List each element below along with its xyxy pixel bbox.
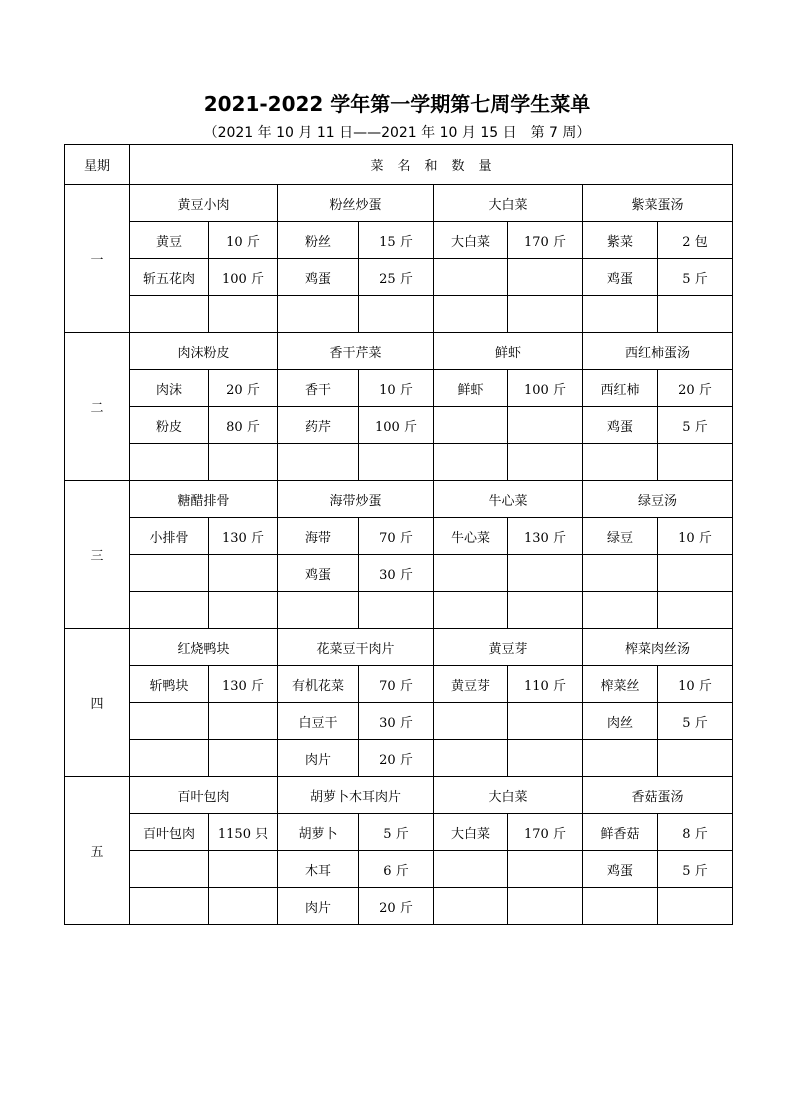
ingredient-quantity-cell xyxy=(359,592,434,629)
ingredient-quantity-cell: 5 斤 xyxy=(658,407,733,444)
ingredient-name-cell: 肉丝 xyxy=(583,703,658,740)
ingredient-quantity-cell: 10 斤 xyxy=(658,518,733,555)
weekday-cell: 四 xyxy=(65,629,130,777)
weekday-cell: 三 xyxy=(65,481,130,629)
ingredient-name-cell xyxy=(130,592,209,629)
dish-name-row xyxy=(65,629,733,666)
ingredient-quantity-cell xyxy=(658,555,733,592)
ingredient-quantity-cell: 15 斤 xyxy=(359,222,434,259)
ingredient-quantity-cell: 70 斤 xyxy=(359,518,434,555)
dish-name-cell: 大白菜 xyxy=(434,185,583,222)
dish-name-cell: 肉沫粉皮 xyxy=(130,333,278,370)
dish-name-cell: 糖醋排骨 xyxy=(130,481,278,518)
ingredient-name-cell: 黄豆 xyxy=(130,222,209,259)
ingredient-name-cell: 紫菜 xyxy=(583,222,658,259)
ingredient-quantity-cell: 10 斤 xyxy=(658,666,733,703)
dish-name-row xyxy=(65,777,733,814)
ingredient-name-cell xyxy=(278,296,359,333)
ingredient-row xyxy=(65,703,733,740)
ingredient-name-cell: 黄豆芽 xyxy=(434,666,508,703)
ingredient-name-cell: 牛心菜 xyxy=(434,518,508,555)
ingredient-quantity-cell: 100 斤 xyxy=(359,407,434,444)
ingredient-name-cell xyxy=(583,592,658,629)
ingredient-quantity-cell: 170 斤 xyxy=(508,222,583,259)
ingredient-name-cell: 绿豆 xyxy=(583,518,658,555)
ingredient-name-cell: 粉皮 xyxy=(130,407,209,444)
ingredient-quantity-cell xyxy=(508,407,583,444)
dish-name-cell: 胡萝卜木耳肉片 xyxy=(278,777,434,814)
ingredient-row xyxy=(65,370,733,407)
ingredient-quantity-cell xyxy=(658,296,733,333)
dish-name-cell: 绿豆汤 xyxy=(583,481,733,518)
ingredient-quantity-cell: 8 斤 xyxy=(658,814,733,851)
ingredient-name-cell xyxy=(434,888,508,925)
ingredient-name-cell xyxy=(130,851,209,888)
ingredient-row xyxy=(65,851,733,888)
weekday-cell: 一 xyxy=(65,185,130,333)
ingredient-name-cell: 肉片 xyxy=(278,888,359,925)
ingredient-name-cell xyxy=(434,407,508,444)
ingredient-quantity-cell: 30 斤 xyxy=(359,703,434,740)
ingredient-quantity-cell: 130 斤 xyxy=(508,518,583,555)
dish-name-row xyxy=(65,481,733,518)
ingredient-row xyxy=(65,518,733,555)
dish-name-cell: 香菇蛋汤 xyxy=(583,777,733,814)
ingredient-quantity-cell xyxy=(658,888,733,925)
table-header-row xyxy=(65,145,733,185)
dish-name-row xyxy=(65,333,733,370)
dish-name-cell: 西红柿蛋汤 xyxy=(583,333,733,370)
ingredient-name-cell xyxy=(434,703,508,740)
ingredient-name-cell xyxy=(130,555,209,592)
ingredient-name-cell xyxy=(130,740,209,777)
ingredient-quantity-cell xyxy=(209,296,278,333)
ingredient-name-cell xyxy=(130,703,209,740)
dish-name-cell: 花菜豆干肉片 xyxy=(278,629,434,666)
date-range-subtitle: （2021 年 10 月 11 日——2021 年 10 月 15 日 第 7 周） xyxy=(203,125,591,141)
ingredient-quantity-cell xyxy=(209,555,278,592)
ingredient-quantity-cell xyxy=(209,888,278,925)
ingredient-quantity-cell: 20 斤 xyxy=(359,888,434,925)
ingredient-quantity-cell xyxy=(508,444,583,481)
ingredient-name-cell: 鸡蛋 xyxy=(583,851,658,888)
ingredient-name-cell: 斩鸭块 xyxy=(130,666,209,703)
ingredient-name-cell xyxy=(434,296,508,333)
dish-name-cell: 红烧鸭块 xyxy=(130,629,278,666)
ingredient-name-cell: 大白菜 xyxy=(434,814,508,851)
ingredient-name-cell: 鸡蛋 xyxy=(583,407,658,444)
ingredient-quantity-cell xyxy=(508,592,583,629)
ingredient-name-cell xyxy=(130,296,209,333)
ingredient-row xyxy=(65,888,733,925)
ingredient-name-cell xyxy=(583,740,658,777)
ingredient-quantity-cell: 130 斤 xyxy=(209,666,278,703)
ingredient-quantity-cell xyxy=(508,703,583,740)
ingredient-name-cell: 木耳 xyxy=(278,851,359,888)
ingredient-quantity-cell: 80 斤 xyxy=(209,407,278,444)
ingredient-row xyxy=(65,666,733,703)
day-column-header: 星期 xyxy=(65,145,130,185)
ingredient-name-cell: 有机花菜 xyxy=(278,666,359,703)
ingredient-name-cell xyxy=(583,555,658,592)
ingredient-quantity-cell: 70 斤 xyxy=(359,666,434,703)
ingredient-quantity-cell xyxy=(508,259,583,296)
ingredient-quantity-cell xyxy=(508,851,583,888)
ingredient-name-cell: 小排骨 xyxy=(130,518,209,555)
ingredient-row xyxy=(65,740,733,777)
ingredient-row xyxy=(65,296,733,333)
ingredient-name-cell: 鲜香菇 xyxy=(583,814,658,851)
ingredient-name-cell: 粉丝 xyxy=(278,222,359,259)
ingredient-name-cell: 西红柿 xyxy=(583,370,658,407)
ingredient-row xyxy=(65,407,733,444)
ingredient-quantity-cell xyxy=(508,740,583,777)
ingredient-quantity-cell: 25 斤 xyxy=(359,259,434,296)
ingredient-quantity-cell: 20 斤 xyxy=(359,740,434,777)
dish-name-cell: 榨菜肉丝汤 xyxy=(583,629,733,666)
ingredient-name-cell xyxy=(583,296,658,333)
ingredient-name-cell xyxy=(278,444,359,481)
ingredient-name-cell: 榨菜丝 xyxy=(583,666,658,703)
ingredient-name-cell xyxy=(434,259,508,296)
ingredient-quantity-cell: 100 斤 xyxy=(508,370,583,407)
ingredient-name-cell: 大白菜 xyxy=(434,222,508,259)
ingredient-name-cell xyxy=(434,592,508,629)
ingredient-name-cell: 百叶包肉 xyxy=(130,814,209,851)
ingredient-quantity-cell: 170 斤 xyxy=(508,814,583,851)
ingredient-name-cell: 鸡蛋 xyxy=(278,555,359,592)
ingredient-name-cell: 鸡蛋 xyxy=(583,259,658,296)
ingredient-name-cell xyxy=(130,888,209,925)
ingredient-quantity-cell: 10 斤 xyxy=(209,222,278,259)
ingredient-row xyxy=(65,444,733,481)
ingredient-quantity-cell: 2 包 xyxy=(658,222,733,259)
ingredient-name-cell: 斩五花肉 xyxy=(130,259,209,296)
ingredient-name-cell xyxy=(434,740,508,777)
ingredient-quantity-cell xyxy=(359,444,434,481)
ingredient-quantity-cell: 10 斤 xyxy=(359,370,434,407)
ingredient-name-cell xyxy=(278,592,359,629)
ingredient-name-cell: 白豆干 xyxy=(278,703,359,740)
ingredient-quantity-cell: 100 斤 xyxy=(209,259,278,296)
ingredient-name-cell: 香干 xyxy=(278,370,359,407)
ingredient-name-cell: 鲜虾 xyxy=(434,370,508,407)
ingredient-name-cell: 药芹 xyxy=(278,407,359,444)
ingredient-quantity-cell: 5 斤 xyxy=(658,259,733,296)
ingredient-quantity-cell xyxy=(359,296,434,333)
ingredient-row xyxy=(65,814,733,851)
ingredient-row xyxy=(65,222,733,259)
ingredient-quantity-cell xyxy=(508,888,583,925)
dish-name-cell: 海带炒蛋 xyxy=(278,481,434,518)
ingredient-quantity-cell: 20 斤 xyxy=(209,370,278,407)
ingredient-quantity-cell: 130 斤 xyxy=(209,518,278,555)
ingredient-quantity-cell xyxy=(658,592,733,629)
ingredient-name-cell xyxy=(130,444,209,481)
ingredient-name-cell: 肉片 xyxy=(278,740,359,777)
dish-name-cell: 牛心菜 xyxy=(434,481,583,518)
ingredient-quantity-cell xyxy=(658,444,733,481)
dish-name-cell: 香干芹菜 xyxy=(278,333,434,370)
dishes-column-header: 菜名和数量 xyxy=(130,145,733,185)
weekday-cell: 五 xyxy=(65,777,130,925)
ingredient-quantity-cell: 1150 只 xyxy=(209,814,278,851)
ingredient-quantity-cell: 5 斤 xyxy=(359,814,434,851)
ingredient-quantity-cell: 5 斤 xyxy=(658,703,733,740)
ingredient-row xyxy=(65,259,733,296)
ingredient-quantity-cell xyxy=(209,444,278,481)
dish-name-cell: 鲜虾 xyxy=(434,333,583,370)
dish-name-cell: 大白菜 xyxy=(434,777,583,814)
ingredient-quantity-cell xyxy=(508,296,583,333)
dish-name-row xyxy=(65,185,733,222)
ingredient-name-cell xyxy=(434,851,508,888)
dish-name-cell: 粉丝炒蛋 xyxy=(278,185,434,222)
ingredient-quantity-cell: 20 斤 xyxy=(658,370,733,407)
dish-name-cell: 黄豆芽 xyxy=(434,629,583,666)
ingredient-quantity-cell xyxy=(658,740,733,777)
dish-name-cell: 紫菜蛋汤 xyxy=(583,185,733,222)
ingredient-name-cell: 肉沫 xyxy=(130,370,209,407)
dish-name-cell: 黄豆小肉 xyxy=(130,185,278,222)
weekday-cell: 二 xyxy=(65,333,130,481)
dish-name-cell: 百叶包肉 xyxy=(130,777,278,814)
ingredient-row xyxy=(65,592,733,629)
ingredient-quantity-cell xyxy=(209,703,278,740)
ingredient-name-cell xyxy=(583,888,658,925)
ingredient-name-cell: 鸡蛋 xyxy=(278,259,359,296)
page-title: 2021-2022 学年第一学期第七周学生菜单 xyxy=(203,92,591,116)
ingredient-quantity-cell xyxy=(508,555,583,592)
ingredient-quantity-cell xyxy=(209,592,278,629)
ingredient-quantity-cell: 5 斤 xyxy=(658,851,733,888)
ingredient-quantity-cell: 30 斤 xyxy=(359,555,434,592)
ingredient-quantity-cell: 6 斤 xyxy=(359,851,434,888)
ingredient-quantity-cell xyxy=(209,740,278,777)
ingredient-quantity-cell xyxy=(209,851,278,888)
ingredient-name-cell xyxy=(434,444,508,481)
ingredient-name-cell: 海带 xyxy=(278,518,359,555)
ingredient-name-cell xyxy=(583,444,658,481)
ingredient-quantity-cell: 110 斤 xyxy=(508,666,583,703)
weekly-menu-table xyxy=(64,144,733,925)
ingredient-row xyxy=(65,555,733,592)
ingredient-name-cell xyxy=(434,555,508,592)
ingredient-name-cell: 胡萝卜 xyxy=(278,814,359,851)
